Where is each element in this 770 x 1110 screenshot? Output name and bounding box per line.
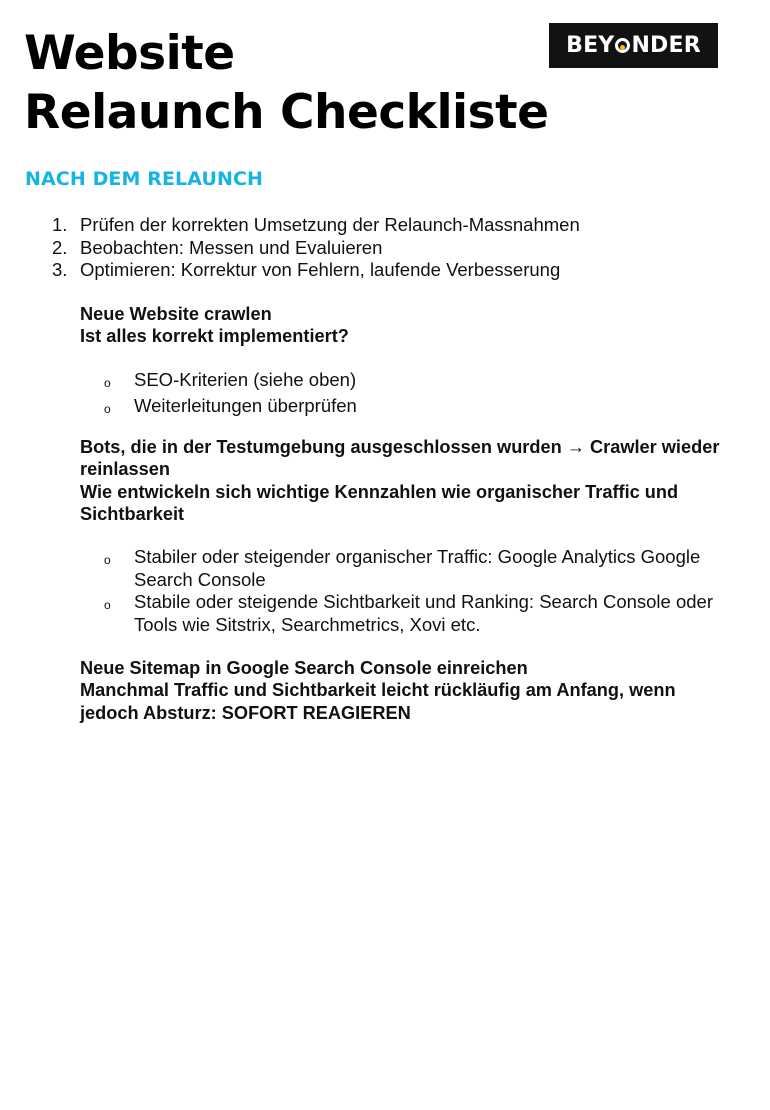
kpi-question: Wie entwickeln sich wichtige Kennzahlen wie organischer Traffic und Sichtbarkeit [80,481,679,525]
list-number: 3. [52,259,68,281]
crawl-block [80,303,730,348]
circle-bullet-icon: o [104,401,111,416]
logo-wordmark [566,33,701,58]
list-item-text: Prüfen der korrekten Umsetzung der Relaunch-Massnahmen [80,214,580,235]
list-item [52,259,580,282]
crawl-checks-list [104,369,714,420]
steps-list [52,214,580,282]
page-title-line-2: Relaunch Checkliste [24,85,549,140]
list-item [104,395,714,421]
monitoring-block [80,436,730,526]
list-item [52,214,580,237]
circle-bullet-icon: o [104,376,111,390]
list-item [104,369,714,395]
list-item-text: Stabiler oder steigender organischer Traffic: Google Analytics Google Search Console [134,546,701,590]
list-item [104,591,714,636]
sitemap-block [80,657,730,724]
logo-text-after: NDER [631,33,701,58]
crawl-question: Ist alles korrekt implementiert? [80,326,349,347]
list-item-text: Stabile oder steigende Sichtbarkeit und Ranking: Search Console oder Tools wie Sitstrix, Searchmetrics, Xovi etc. [134,591,714,635]
page-title [24,24,548,142]
beyonder-logo [549,23,718,68]
list-number: 1. [52,214,68,235]
list-item-text: SEO-Kriterien (siehe oben) [134,369,357,390]
circle-bullet-icon: o [104,598,111,613]
section-heading: NACH DEM RELAUNCH [25,168,264,190]
page-title-line-1: Website [24,26,235,81]
logo-text-before: BEY [566,33,615,58]
list-item [52,237,580,260]
list-item [104,546,714,591]
list-item-text: Beobachten: Messen und Evaluieren [80,236,383,258]
list-number: 2. [52,236,68,258]
kpi-checks-list [104,546,714,636]
traffic-warning: Manchmal Traffic und Sichtbarkeit leicht rückläufig am Anfang, wenn jedoch Absturz: SOFORT REAGIEREN [80,680,676,723]
list-item-text: Weiterleitungen überprüfen [134,394,357,416]
list-item-text: Optimieren: Korrektur von Fehlern, laufende Verbesserung [80,259,561,281]
circle-bullet-icon: o [104,553,111,567]
bots-note: Bots, die in der Testumgebung ausgeschlossen wurden → Crawler wieder reinlassen [80,437,720,480]
logo-eye-icon [615,38,630,53]
crawl-heading: Neue Website crawlen [80,304,272,324]
sitemap-note: Neue Sitemap in Google Search Console einreichen [80,658,528,678]
